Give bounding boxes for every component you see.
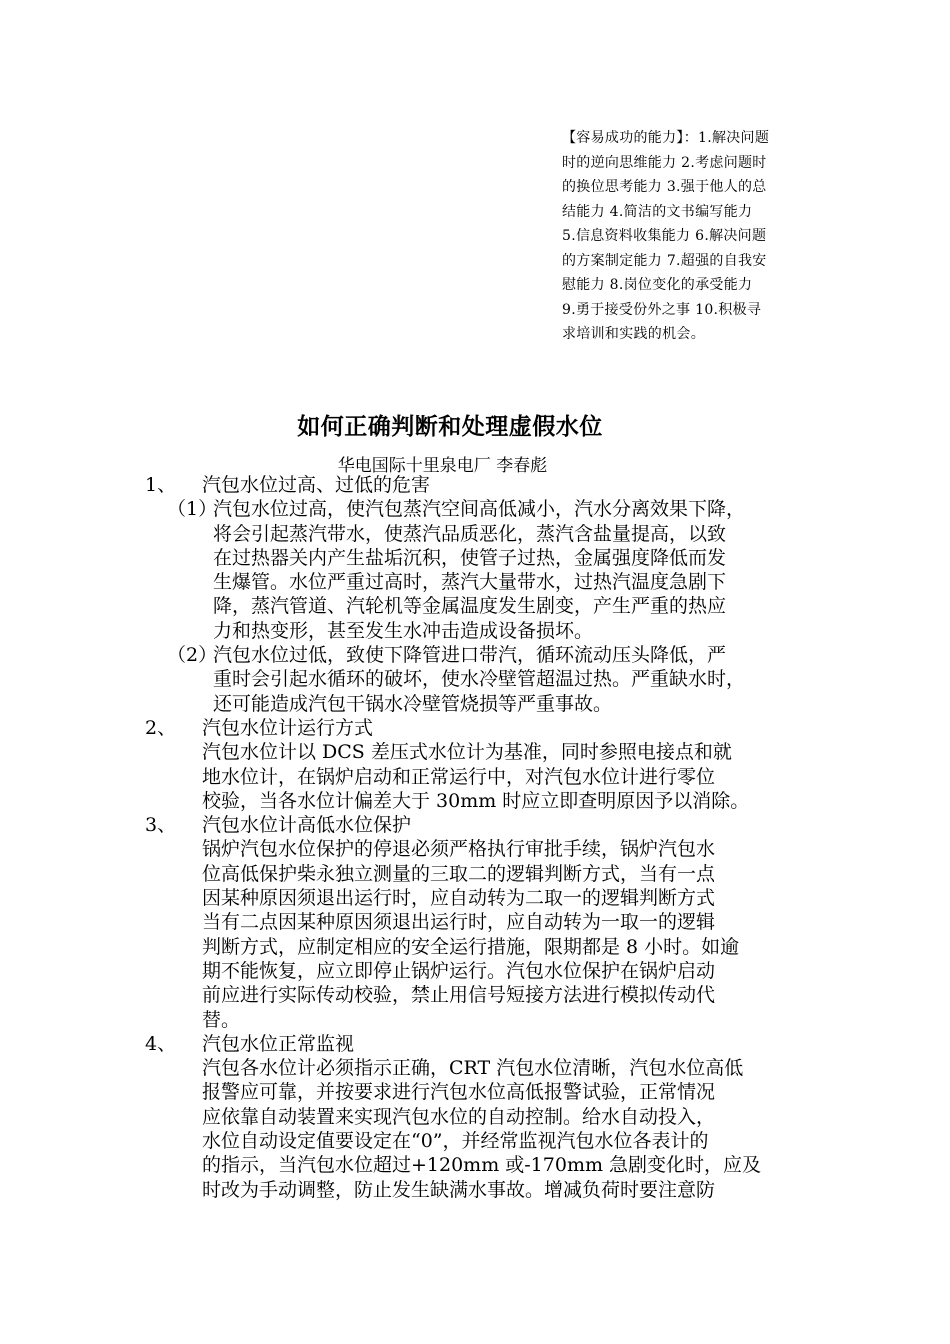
section-title: 汽包水位过高、过低的危害 xyxy=(202,474,431,496)
paragraph-line: 汽包水位过高，使汽包蒸汽空间高低减小，汽水分离效果下降， xyxy=(213,498,746,521)
note-line: 【容易成功的能力】：1.解决问题 xyxy=(562,130,770,146)
section-number: 2、 xyxy=(145,716,177,739)
paragraph-line: 判断方式，应制定相应的安全运行措施，限期都是 8 小时。如逾 xyxy=(202,935,740,958)
paragraph-line: 水位自动设定值要设定在“0”，并经常监视汽包水位各表计的 xyxy=(202,1130,709,1153)
paragraph-line: 地水位计，在锅炉启动和正常运行中，对汽包水位计进行零位 xyxy=(202,765,716,788)
section-title: 汽包水位计运行方式 xyxy=(202,716,374,739)
section-heading xyxy=(145,473,825,497)
note-line: 的换位思考能力 3.强于他人的总 xyxy=(562,179,767,195)
section-heading xyxy=(145,716,825,740)
paragraph-line: 锅炉汽包水位保护的停退必须严格执行审批手续，锅炉汽包水 xyxy=(202,838,716,861)
paragraph-line: 在过热器关内产生盐垢沉积，使管子过热，金属强度降低而发 xyxy=(213,546,727,569)
paragraph-line: 力和热变形，甚至发生水冲击造成设备损坏。 xyxy=(213,619,594,642)
note-line: 5.信息资料收集能力 6.解决问题 xyxy=(562,228,767,244)
section-title: 汽包水位正常监视 xyxy=(202,1032,355,1055)
section-number: 1、 xyxy=(145,474,177,496)
paragraph-line: 汽包水位过低，致使下降管进口带汽，循环流动压头降低，严 xyxy=(213,644,727,667)
paragraph-line: 期不能恢复，应立即停止锅炉运行。汽包水位保护在锅炉启动 xyxy=(202,959,716,982)
note-line: 求培训和实践的机会。 xyxy=(562,326,705,342)
paragraph-line: 还可能造成汽包干锅水冷壁管烧损等严重事故。 xyxy=(213,692,613,715)
paragraph-line: 当有二点因某种原因须退出运行时，应自动转为一取一的逻辑 xyxy=(202,911,716,934)
paragraph-line: 汽包水位计以 DCS 差压式水位计为基准，同时参照电接点和就 xyxy=(202,741,732,764)
sub-item xyxy=(145,643,825,667)
document-body xyxy=(145,473,825,1202)
section-heading xyxy=(145,813,825,837)
section-title: 汽包水位计高低水位保护 xyxy=(202,814,412,837)
note-line: 结能力 4.简洁的文书编写能力 xyxy=(562,203,753,220)
paragraph-line: 的指示，当汽包水位超过+120mm 或-170mm 急剧变化时，应及 xyxy=(202,1154,762,1177)
sub-item xyxy=(145,497,825,521)
item-marker: （1） xyxy=(167,498,218,521)
paragraph-line: 将会引起蒸汽带水，使蒸汽品质恶化，蒸汽含盐量提高，以致 xyxy=(213,522,727,545)
note-line: 时的逆向思维能力 2.考虑问题时 xyxy=(562,154,767,171)
document-title: 如何正确判断和处理虚假水位 xyxy=(297,414,603,440)
paragraph-line: 因某种原因须退出运行时，应自动转为二取一的逻辑判断方式 xyxy=(202,887,716,910)
document-author: 华电国际十里泉电厂 李春彪 xyxy=(337,456,548,476)
section-heading xyxy=(145,1032,825,1056)
section-number: 4、 xyxy=(145,1032,177,1055)
paragraph-line: 报警应可靠，并按要求进行汽包水位高低报警试验，正常情况 xyxy=(202,1081,716,1104)
note-line: 9.勇于接受份外之事 10.积极寻 xyxy=(562,301,762,318)
paragraph-line: 生爆管。水位严重过高时，蒸汽大量带水，过热汽温度急剧下 xyxy=(213,571,727,594)
paragraph-line: 应依靠自动装置来实现汽包水位的自动控制。给水自动投入， xyxy=(202,1105,716,1128)
paragraph-line: 重时会引起水循环的破坏，使水冷壁管超温过热。严重缺水时， xyxy=(213,668,746,691)
item-marker: （2） xyxy=(167,644,218,667)
paragraph-line: 位高低保护柴永独立测量的三取二的逻辑判断方式，当有一点 xyxy=(202,862,716,885)
paragraph-line: 替。 xyxy=(202,1008,241,1031)
paragraph-line: 前应进行实际传动校验，禁止用信号短接方法进行模拟传动代 xyxy=(202,984,716,1007)
paragraph-line: 时改为手动调整，防止发生缺满水事故。增减负荷时要注意防 xyxy=(202,1178,716,1201)
paragraph-line: 汽包各水位计必须指示正确，CRT 汽包水位清晰，汽包水位高低 xyxy=(202,1057,744,1080)
note-line: 的方案制定能力 7.超强的自我安 xyxy=(562,252,767,269)
section-number: 3、 xyxy=(145,814,177,837)
ability-note xyxy=(562,126,812,347)
note-line: 慰能力 8.岗位变化的承受能力 xyxy=(562,277,753,293)
paragraph-line: 校验，当各水位计偏差大于 30mm 时应立即查明原因予以消除。 xyxy=(202,789,750,812)
paragraph-line: 降，蒸汽管道、汽轮机等金属温度发生剧变，产生严重的热应 xyxy=(213,595,727,618)
